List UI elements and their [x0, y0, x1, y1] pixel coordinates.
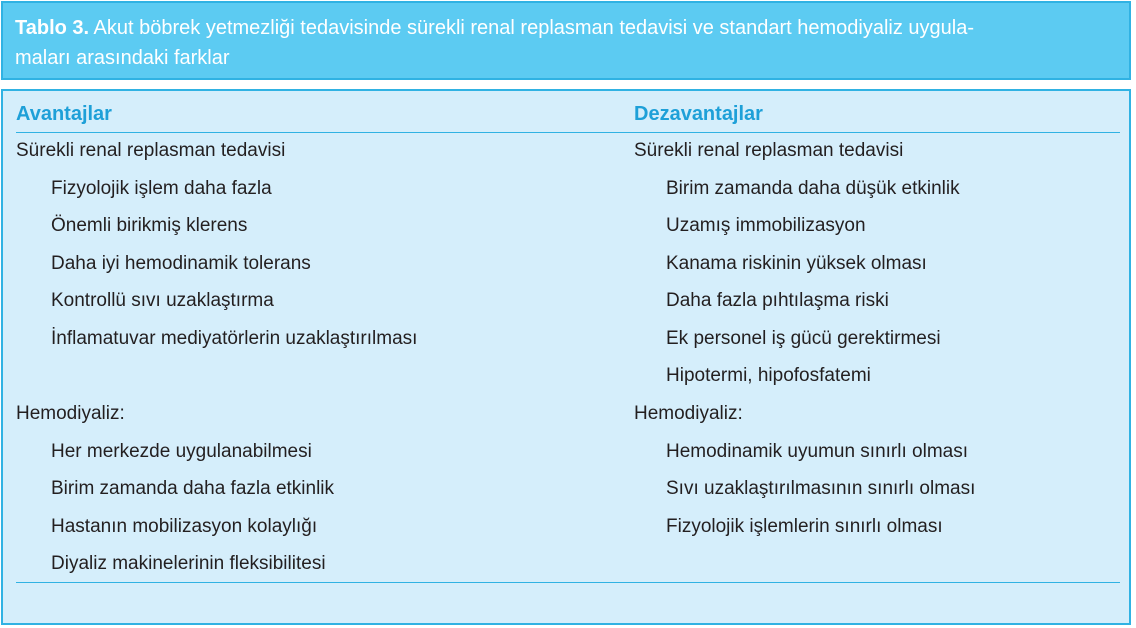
caption-title-part-2: maları arasındaki farklar — [15, 47, 230, 69]
list-item: Daha iyi hemodinamik tolerans — [51, 253, 311, 274]
list-item: Hemodinamik uyumun sınırlı olması — [666, 441, 968, 462]
advantages-heading: Avantajlar — [16, 103, 112, 125]
disadvantages-hd-label: Hemodiyaliz: — [634, 403, 743, 424]
list-item: Hastanın mobilizasyon kolaylığı — [51, 516, 318, 537]
disadvantages-heading: Dezavantajlar — [634, 103, 763, 125]
table-body — [1, 89, 1131, 625]
table-number: Tablo 3. — [15, 17, 90, 39]
list-item: İnflamatuvar mediyatörlerin uzaklaştırılması — [51, 328, 418, 349]
list-item: Önemli birikmiş klerens — [51, 215, 248, 236]
list-item: Fizyolojik işlem daha fazla — [51, 178, 272, 199]
list-item: Birim zamanda daha düşük etkinlik — [666, 178, 960, 199]
list-item: Uzamış immobilizasyon — [666, 215, 866, 236]
list-item: Kanama riskinin yüksek olması — [666, 253, 927, 274]
list-item: Hipotermi, hipofosfatemi — [666, 365, 871, 386]
list-item: Ek personel iş gücü gerektirmesi — [666, 328, 941, 349]
list-item: Diyaliz makinelerinin fleksibilitesi — [51, 553, 326, 574]
disadvantages-crrt-label: Sürekli renal replasman tedavisi — [634, 140, 904, 161]
list-item: Kontrollü sıvı uzaklaştırma — [51, 290, 274, 311]
advantages-hd-label: Hemodiyaliz: — [16, 403, 125, 424]
list-item: Fizyolojik işlemlerin sınırlı olması — [666, 516, 943, 537]
list-item: Sıvı uzaklaştırılmasının sınırlı olması — [666, 478, 976, 499]
list-item: Birim zamanda daha fazla etkinlik — [51, 478, 335, 499]
advantages-crrt-label: Sürekli renal replasman tedavisi — [16, 140, 286, 161]
header-divider — [16, 132, 1120, 133]
caption-line-1 — [15, 13, 1115, 43]
caption-title-part-1: Akut böbrek yetmezliği tedavisinde sürekli renal replasman tedavisi ve standart hemodiyaliz uygula- — [93, 17, 974, 39]
list-item: Daha fazla pıhtılaşma riski — [666, 290, 889, 311]
footer-divider — [16, 582, 1120, 583]
list-item: Her merkezde uygulanabilmesi — [51, 441, 312, 462]
table-caption — [1, 1, 1131, 80]
